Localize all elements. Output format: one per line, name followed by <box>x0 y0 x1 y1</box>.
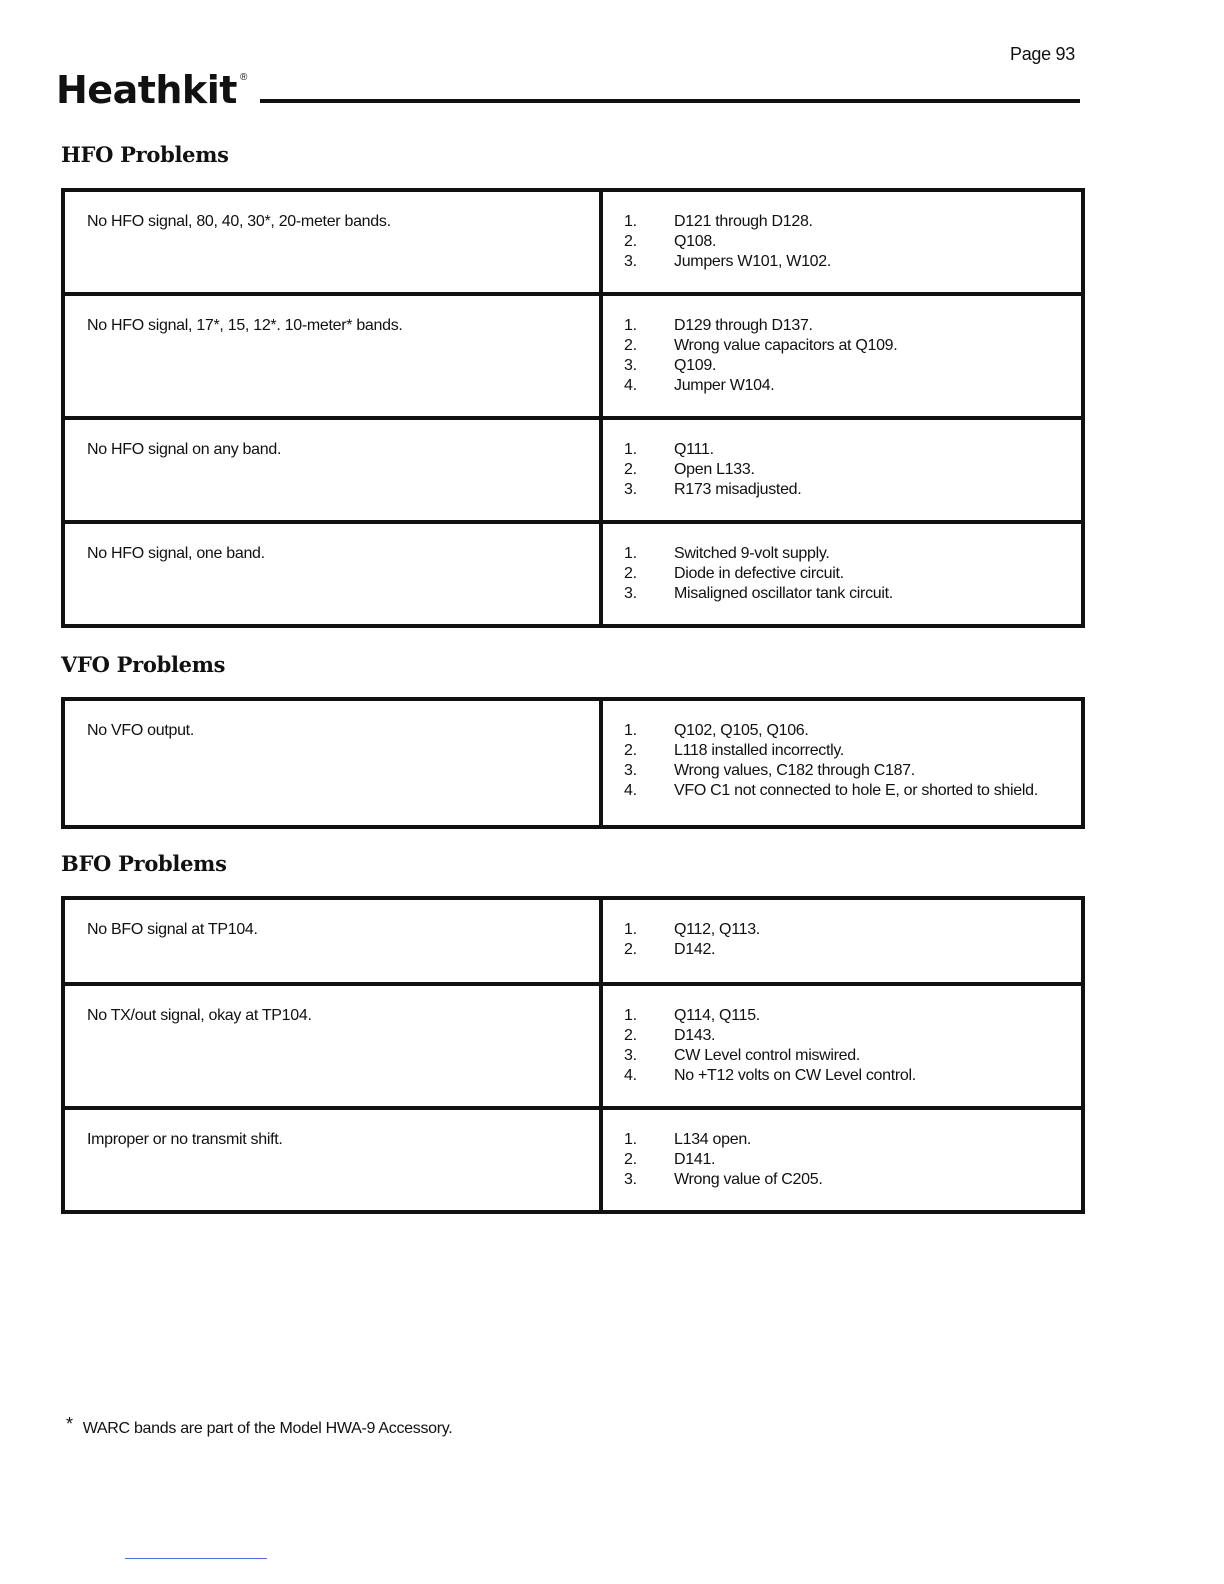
cause-number: 3. <box>624 1171 637 1188</box>
cause-number: 2. <box>624 941 637 958</box>
cause-item <box>624 1046 1081 1066</box>
registered-mark: ® <box>240 72 248 83</box>
causes-cell <box>601 190 1083 294</box>
causes-cell <box>601 984 1083 1108</box>
header-rule <box>260 99 1080 103</box>
cause-text: Misaligned oscillator tank circuit. <box>674 585 893 602</box>
cause-text: Jumper W104. <box>674 377 775 394</box>
cause-text: CW Level control miswired. <box>674 1047 861 1064</box>
table-row <box>63 984 1083 1108</box>
table-row <box>63 898 1083 984</box>
cause-number: 1. <box>624 441 637 458</box>
symptom-cell: No HFO signal, one band. <box>63 522 601 626</box>
cause-item <box>624 212 1081 232</box>
cause-number: 2. <box>624 1027 637 1044</box>
cause-number: 1. <box>624 722 637 739</box>
cause-number: 1. <box>624 921 637 938</box>
cause-number: 1. <box>624 213 637 230</box>
cause-number: 3. <box>624 253 637 270</box>
cause-text: Wrong value of C205. <box>674 1171 823 1188</box>
cause-item <box>624 460 1081 480</box>
cause-item <box>624 781 1081 801</box>
footnote-text: WARC bands are part of the Model HWA-9 Accessory. <box>82 1420 453 1437</box>
bottom-rule <box>125 1558 267 1559</box>
cause-number: 1. <box>624 1007 637 1024</box>
cause-text: Q102, Q105, Q106. <box>674 722 809 739</box>
table-row <box>63 699 1083 827</box>
hfo-problems-table <box>61 188 1085 628</box>
causes-cell <box>601 1108 1083 1212</box>
cause-item <box>624 544 1081 564</box>
cause-item <box>624 1006 1081 1026</box>
table-row <box>63 418 1083 522</box>
symptom-cell: No BFO signal at TP104. <box>63 898 601 984</box>
symptom-cell: No HFO signal, 17*, 15, 12*. 10-meter* bands. <box>63 294 601 418</box>
cause-number: 4. <box>624 782 637 799</box>
symptom-cell: Improper or no transmit shift. <box>63 1108 601 1212</box>
cause-text: Open L133. <box>674 461 755 478</box>
cause-text: L134 open. <box>674 1131 752 1148</box>
cause-text: Wrong value capacitors at Q109. <box>674 337 898 354</box>
cause-item <box>624 761 1081 781</box>
cause-text: VFO C1 not connected to hole E, or shorted to shield. <box>674 782 1038 799</box>
symptom-cell: No VFO output. <box>63 699 601 827</box>
cause-number: 2. <box>624 233 637 250</box>
symptom-cell: No HFO signal on any band. <box>63 418 601 522</box>
bfo-problems-table <box>61 896 1085 1214</box>
symptom-cell: No TX/out signal, okay at TP104. <box>63 984 601 1108</box>
footnote <box>66 1414 452 1438</box>
cause-item <box>624 940 1081 960</box>
cause-item <box>624 356 1081 376</box>
cause-item <box>624 480 1081 500</box>
cause-text: Jumpers W101, W102. <box>674 253 832 270</box>
cause-item <box>624 1150 1081 1170</box>
cause-item <box>624 252 1081 272</box>
cause-number: 3. <box>624 357 637 374</box>
cause-text: Diode in defective circuit. <box>674 565 844 582</box>
cause-item <box>624 336 1081 356</box>
cause-text: Q108. <box>674 233 717 250</box>
cause-number: 1. <box>624 545 637 562</box>
cause-number: 2. <box>624 337 637 354</box>
cause-text: D141. <box>674 1151 716 1168</box>
cause-number: 4. <box>624 377 637 394</box>
cause-text: D142. <box>674 941 716 958</box>
table-row <box>63 190 1083 294</box>
cause-item <box>624 440 1081 460</box>
cause-number: 3. <box>624 585 637 602</box>
cause-text: D143. <box>674 1027 716 1044</box>
cause-text: D121 through D128. <box>674 213 813 230</box>
cause-item <box>624 1066 1081 1086</box>
cause-item <box>624 584 1081 604</box>
cause-number: 4. <box>624 1067 637 1084</box>
cause-text: Wrong values, C182 through C187. <box>674 762 915 779</box>
cause-number: 1. <box>624 1131 637 1148</box>
cause-text: Q114, Q115. <box>674 1007 760 1024</box>
cause-number: 3. <box>624 1047 637 1064</box>
cause-number: 2. <box>624 461 637 478</box>
cause-number: 3. <box>624 481 637 498</box>
cause-item <box>624 1130 1081 1150</box>
cause-text: Q111. <box>674 441 714 458</box>
cause-item <box>624 721 1081 741</box>
vfo-problems-table <box>61 697 1085 829</box>
section-heading-hfo: HFO Problems <box>61 142 229 167</box>
cause-item <box>624 232 1081 252</box>
cause-text: D129 through D137. <box>674 317 813 334</box>
causes-cell <box>601 418 1083 522</box>
cause-item <box>624 1026 1081 1046</box>
symptom-cell: No HFO signal, 80, 40, 30*, 20-meter bands. <box>63 190 601 294</box>
footnote-marker: * <box>66 1414 73 1434</box>
cause-number: 2. <box>624 1151 637 1168</box>
cause-item <box>624 316 1081 336</box>
cause-text: Switched 9-volt supply. <box>674 545 830 562</box>
cause-item <box>624 564 1081 584</box>
table-row <box>63 294 1083 418</box>
cause-text: R173 misadjusted. <box>674 481 802 498</box>
cause-text: Q109. <box>674 357 717 374</box>
section-heading-vfo: VFO Problems <box>61 652 226 677</box>
cause-item <box>624 741 1081 761</box>
table-row <box>63 522 1083 626</box>
brand-logo: Heathkit <box>56 68 237 112</box>
table-row <box>63 1108 1083 1212</box>
causes-cell <box>601 522 1083 626</box>
cause-number: 3. <box>624 762 637 779</box>
cause-item <box>624 1170 1081 1190</box>
cause-text: No +T12 volts on CW Level control. <box>674 1067 916 1084</box>
causes-cell <box>601 898 1083 984</box>
cause-item <box>624 376 1081 396</box>
cause-number: 2. <box>624 565 637 582</box>
cause-item <box>624 920 1081 940</box>
cause-text: L118 installed incorrectly. <box>674 742 845 759</box>
causes-cell <box>601 699 1083 827</box>
cause-text: Q112, Q113. <box>674 921 760 938</box>
cause-number: 2. <box>624 742 637 759</box>
cause-number: 1. <box>624 317 637 334</box>
causes-cell <box>601 294 1083 418</box>
page-number: Page 93 <box>1010 44 1075 64</box>
section-heading-bfo: BFO Problems <box>61 851 227 876</box>
